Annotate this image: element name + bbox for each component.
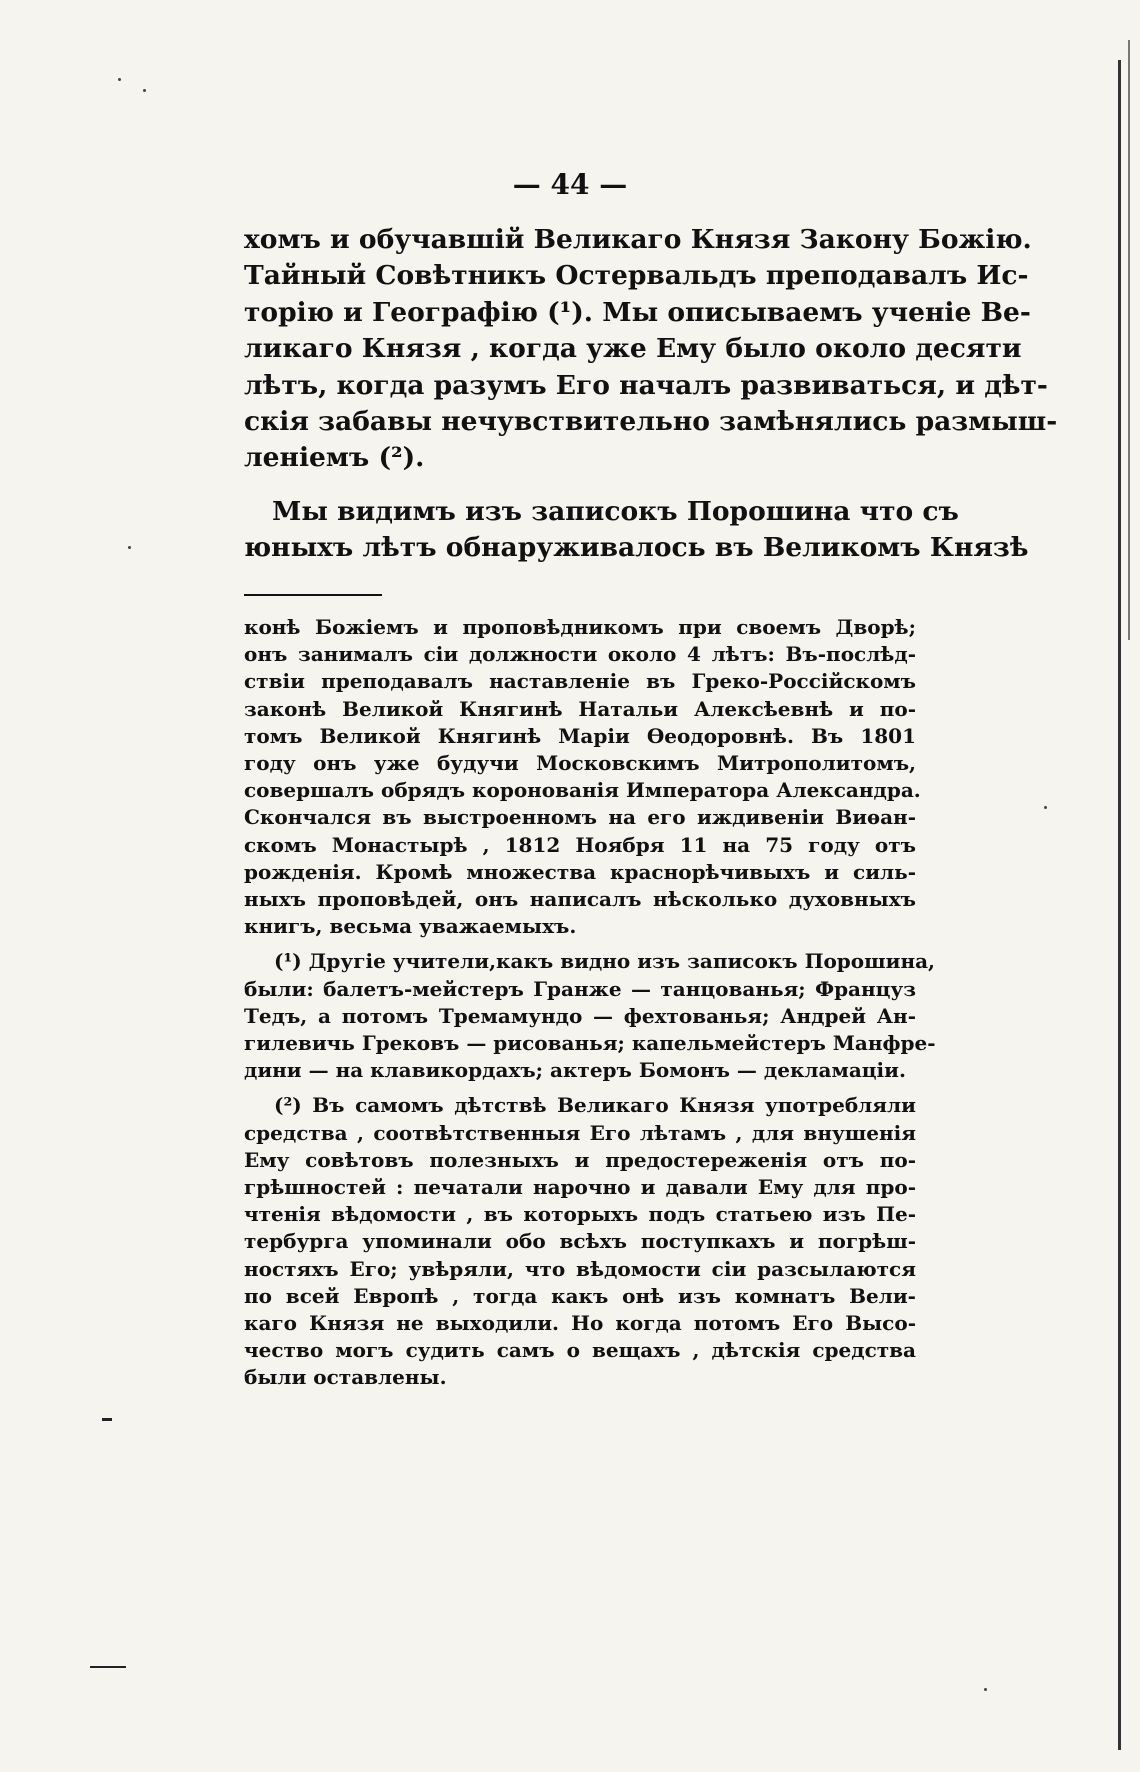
scan-speck [143,89,146,92]
footnote-line: чтенія вѣдомости , въ которыхъ подъ статьею изъ Пе- [244,1202,916,1227]
footnote-line: книгъ, весьма уважаемыхъ. [244,914,577,939]
footnote-line: чество могъ судить самъ о вещахъ , дѣтскія средства [244,1338,916,1363]
scan-speck [128,546,131,549]
footnote-line: по всей Европѣ , тогда какъ онѣ изъ комнатъ Вели- [244,1283,916,1308]
text-line: торію и Географію (¹). Мы описываемъ ученіе Ве- [244,296,1031,328]
footnote-line: Скончался въ выстроенномъ на его иждивеніи Виѳан- [244,805,916,830]
footnote-line: законѣ Великой Княгинѣ Натальи Алексѣевнѣ и по- [244,696,916,721]
text-line: юныхъ лѣтъ обнаруживалось въ Великомъ Князѣ [244,532,1029,564]
footnote-line: году онъ уже будучи Московскимъ Митрополитомъ, [244,751,916,776]
footnote-1: (¹) Другіе учители,какъ видно изъ записокъ Порошина, [274,949,936,974]
footnote-line: ностяхъ Его; увѣряли, что вѣдомости сіи разсылаются [244,1256,916,1281]
second-paragraph [244,494,1029,567]
footnote-line: онъ занималъ сіи должности около 4 лѣтъ: Въ-послѣд- [244,642,916,667]
footnote-divider [244,594,382,596]
text-line: леніемъ (²). [244,442,425,474]
scan-speck [118,78,121,81]
footnote-line: тербурга упоминали обо всѣхъ поступкахъ и погрѣш- [244,1229,916,1254]
footnote-line: каго Князя не выходили. Но когда потомъ Его Высо- [244,1311,916,1336]
scan-speck [984,1688,987,1691]
footnote-line: были: балетъ-мейстеръ Гранже — танцованья; Француз [244,976,916,1001]
footnote-line: дини — на клавикордахъ; актеръ Бомонъ — декламаціи. [244,1058,906,1083]
footnote-line: ствіи преподавалъ наставленіе въ Греко-Россійскомъ [244,669,916,694]
scan-edge-mark [1128,40,1130,640]
text-line: хомъ и обучавшій Великаго Князя Закону Божію. [244,224,1032,255]
footnote-line: средства , соотвѣтственныя Его лѣтамъ , для внушенія [244,1120,916,1145]
scan-dash-mark [102,1418,112,1421]
footnote-line: ныхъ проповѣдей, онъ написалъ нѣсколько духовныхъ [244,887,916,912]
footnote-line: скомъ Монастырѣ , 1812 Ноября 11 на 75 году отъ [244,832,916,857]
main-paragraph [244,222,1058,477]
scan-dash-mark [90,1666,126,1668]
scan-edge-mark [1118,60,1121,1750]
scan-speck [1044,806,1047,809]
footnote-line: Ему совѣтовъ полезныхъ и предостереженія отъ по- [244,1147,916,1172]
text-line: ликаго Князя , когда уже Ему было около десяти [244,333,1022,365]
text-line: лѣтъ, когда разумъ Его началъ развиваться, и дѣт- [244,369,1048,401]
footnote-2: (²) Въ самомъ дѣтствѣ Великаго Князя употребляли [274,1093,916,1118]
footnote-line: совершалъ обрядъ коронованія Императора Александра. [244,778,921,803]
footnotes [244,614,936,1392]
footnote-line: гилевичь Грековъ — рисованья; капельмейстеръ Манфре- [244,1031,936,1056]
text-line: Мы видимъ изъ записокъ Порошина что съ [272,496,959,527]
footnote-line: Тедъ, а потомъ Тремамундо — фехтованья; Андрей Ан- [244,1003,916,1028]
footnote-line: рожденія. Кромѣ множества краснорѣчивыхъ и силь- [244,859,916,884]
footnote-line: были оставлены. [244,1365,447,1390]
text-line: скія забавы нечувствительно замѣнялись размыш- [244,406,1058,438]
footnote-line: томъ Великой Княгинѣ Маріи Ѳеодоровнѣ. Въ 1801 [244,723,916,748]
footnote-line: грѣшностей : печатали нарочно и давали Ему для про- [244,1175,916,1200]
page-number: — 44 — [512,168,628,201]
footnote-line: конѣ Божіемъ и проповѣдникомъ при своемъ Дворѣ; [244,615,916,639]
text-line: Тайный Совѣтникъ Остервальдъ преподавалъ Ис- [244,260,1029,292]
